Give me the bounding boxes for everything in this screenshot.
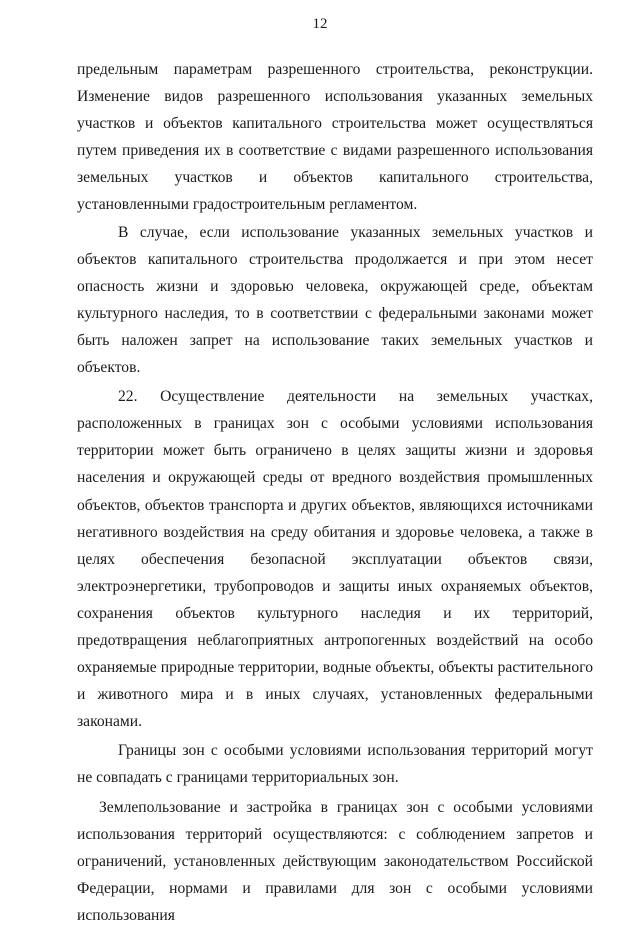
page-number: 12 xyxy=(312,16,328,32)
paragraph-item-22: 22. Осуществление деятельности на земельных участках, расположенных в границах зон с особыми условиями использования территории может быть ограничено в целях защиты жизни и здоровья населения и окружающей среды от вредного воздействия промышленных объектов, объектов транспорта и других объектов, являющихся источниками негативного воздействия на среду обитания и здоровье человека, а также в целях обеспечения безопасной эксплуатации объектов связи, электроэнергетики, трубопроводов и защиты иных охраняемых объектов, сохранения объектов культурного наследия и их территорий, предотвращения неблагоприятных антропогенных воздействий на особо охраняемые природные территории, водные объекты, объекты растительного и животного мира и в иных случаях, установленных федеральными законами. xyxy=(77,388,593,731)
paragraph-continuation: предельным параметрам разрешенного строительства, реконструкции. Изменение видов разрешенного использования указанных земельных участков и объектов капитального строительства может осуществляться путем приведения их в соответствие с видами разрешенного использования земельных участков и объектов капитального строительства, установленными градостроительным регламентом. xyxy=(77,61,593,214)
document-body xyxy=(77,56,593,929)
paragraph-prohibition: В случае, если использование указанных земельных участков и объектов капитального строительства продолжается и при этом несет опасность жизни и здоровью человека, окружающей среде, объектам культурного наследия, то в соответствии с федеральными законами может быть наложен запрет на использование таких земельных участков и объектов. xyxy=(77,223,593,377)
paragraph-land-use: Землепользование и застройка в границах зон с особыми условиями использования территорий осуществляются: с соблюдением запретов и ограничений, установленных действующим законодательством Российской Федерации, нормами и правилами для зон с особыми условиями использования xyxy=(77,798,593,924)
paragraph-zone-boundaries: Границы зон с особыми условиями использования территорий могут не совпадать с границами территориальных зон. xyxy=(77,742,593,787)
